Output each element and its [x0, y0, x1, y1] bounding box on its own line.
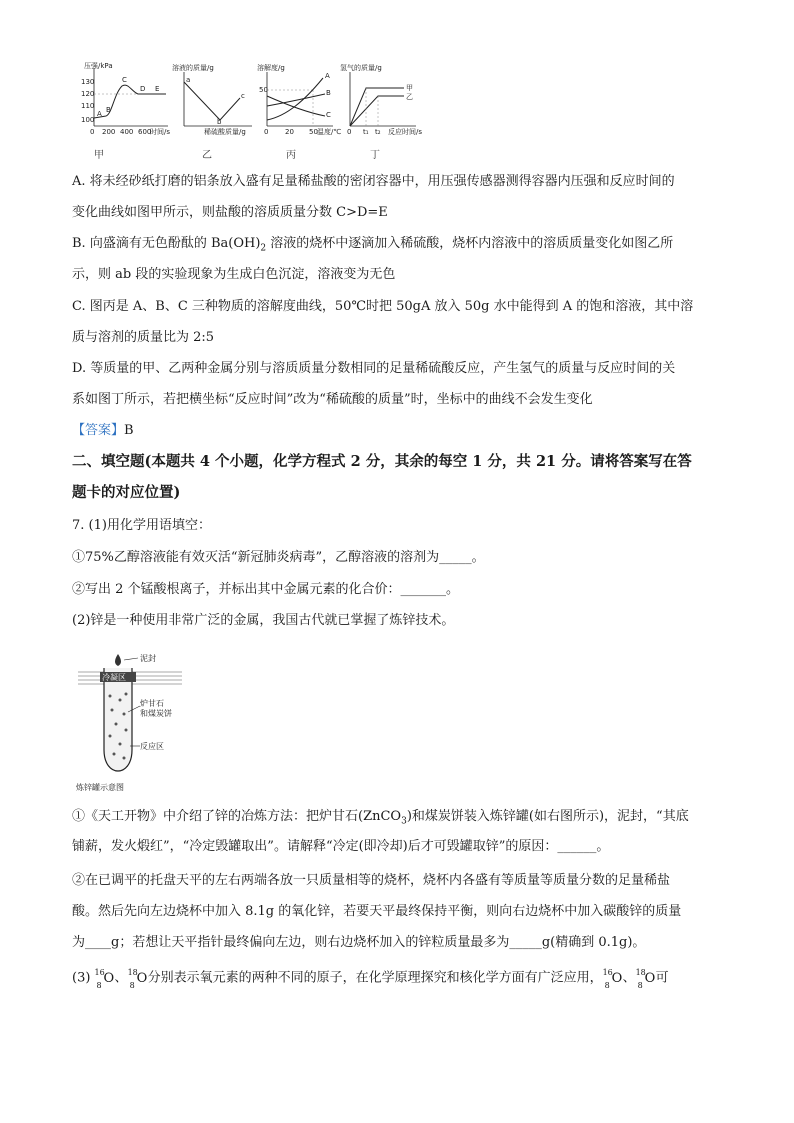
graph-ding: [338, 60, 423, 140]
q7-sub2: ②写出 2 个锰酸根离子，并标出其中金属元素的化合价：_______。: [72, 582, 460, 597]
svg-text:600: 600: [138, 128, 152, 136]
graph-caption-yi: 乙: [202, 150, 212, 161]
svg-text:反应时间/s: 反应时间/s: [388, 128, 423, 136]
option-a-line1: A. 将未经砂纸打磨的铝条放入盛有足量稀盐酸的密闭容器中，用压强传感器测得容器内压强和反应时间的: [72, 174, 675, 189]
graph-caption-ding: 丁: [370, 150, 380, 161]
svg-text:D: D: [140, 85, 146, 93]
option-d-line2: 系如图丁所示，若把横坐标“反应时间”改为“稀硫酸的质量”时，坐标中的曲线不会发生变化: [72, 392, 593, 407]
isotope-o18: 18 8 O: [127, 968, 148, 990]
svg-text:C: C: [122, 76, 127, 84]
q7-sub1: ①75%乙醇溶液能有效灭活“新冠肺炎病毒”，乙醇溶液的溶剂为_____。: [72, 550, 485, 565]
graph-bing: [255, 60, 342, 140]
svg-text:t₁: t₁: [363, 128, 369, 136]
svg-text:50: 50: [259, 86, 268, 94]
svg-text:0: 0: [264, 128, 269, 136]
isotope-o16: 16 8 O: [94, 968, 115, 990]
answer-value: B: [124, 423, 134, 438]
svg-text:溶液的质量/g: 溶液的质量/g: [172, 64, 214, 72]
option-b-line2: 示，则 ab 段的实验现象为生成白色沉淀，溶液变为无色: [72, 267, 396, 282]
isotope-o16-b: 16 8 O: [602, 968, 623, 990]
svg-text:A: A: [97, 110, 102, 118]
option-c-line2: 质与溶剂的质量比为 2:5: [72, 330, 215, 345]
figure-label-ore: 炉甘石: [140, 699, 164, 708]
svg-text:E: E: [155, 85, 160, 93]
figure-label-reaction: 反应区: [140, 742, 164, 751]
svg-text:50: 50: [309, 128, 318, 136]
q7-part2-line5: 为____g；若想让天平指针最终偏向左边，则右边烧杯加入的锌粒质量最多为_____g(精确到 0.1g)。: [72, 935, 646, 950]
svg-text:A: A: [325, 72, 330, 80]
svg-text:b: b: [217, 118, 222, 126]
figure-caption: 炼锌罐示意图: [76, 783, 124, 792]
section-heading-line2: 题卡的对应位置): [72, 484, 181, 501]
q7-part2-line2: 铺薪，发火煅红”，“冷定毁罐取出”。请解释“冷定(即冷却)后才可毁罐取锌”的原因：______。: [72, 839, 610, 854]
q7-part2-line3: ②在已调平的托盘天平的左右两端各放一只质量相等的烧杯，烧杯内各盛有等质量等质量分数的足量稀盐: [72, 873, 671, 888]
svg-text:甲: 甲: [406, 84, 413, 92]
graphs-row: [80, 60, 423, 161]
svg-text:100: 100: [81, 116, 95, 124]
svg-text:C: C: [326, 111, 331, 119]
svg-text:稀硫酸质量/g: 稀硫酸质量/g: [204, 128, 246, 136]
svg-text:120: 120: [81, 90, 95, 98]
q7-intro: 7. (1)用化学用语填空：: [72, 518, 211, 533]
zinc-furnace-figure: [74, 650, 184, 795]
svg-text:c: c: [241, 92, 245, 100]
svg-text:110: 110: [81, 102, 95, 110]
svg-text:温度/℃: 温度/℃: [317, 128, 342, 136]
q7-part2: (2)锌是一种使用非常广泛的金属，我国古代就已掌握了炼锌技术。: [72, 613, 455, 628]
svg-text:400: 400: [120, 128, 134, 136]
answer-tag: 【答案】: [72, 423, 125, 438]
graph-jia-ylabel: 压强/kPa: [84, 62, 113, 70]
svg-text:B: B: [326, 89, 331, 97]
option-a-line2: 变化曲线如图甲所示，则盐酸的溶质质量分数 C>D=E: [72, 205, 388, 220]
svg-text:20: 20: [285, 128, 294, 136]
figure-label-condense: 冷凝区: [102, 673, 126, 682]
svg-text:a: a: [186, 76, 191, 84]
figure-label-seal: 泥封: [140, 654, 156, 663]
svg-text:130: 130: [81, 78, 95, 86]
option-d-line1: D. 等质量的甲、乙两种金属分别与溶质质量分数相同的足量稀硫酸反应，产生氢气的质量与反应时间的关: [72, 361, 676, 376]
option-c-line1: C. 图丙是 A、B、C 三种物质的溶解度曲线，50℃时把 50gA 放入 50g 水中能得到 A 的饱和溶液，其中溶: [72, 299, 694, 314]
answer-line: [72, 421, 732, 441]
section-heading-line1: 二、填空题(本题共 4 个小题，化学方程式 2 分，其余的每空 1 分，共 21 分。请将答案写在答: [72, 453, 692, 470]
svg-text:200: 200: [102, 128, 116, 136]
svg-text:0: 0: [347, 128, 352, 136]
figure-label-coal: 和煤炭饼: [140, 709, 172, 718]
q7-part2-line4: 酸。然后先向左边烧杯中加入 8.1g 的氧化锌，若要天平最终保持平衡，则向右边烧杯中加入碳酸锌的质量: [72, 904, 682, 919]
svg-text:时间/s: 时间/s: [150, 128, 171, 136]
svg-text:t₂: t₂: [375, 128, 381, 136]
svg-text:氢气的质量/g: 氢气的质量/g: [340, 64, 382, 72]
svg-text:B: B: [106, 106, 111, 114]
option-b-line1: B. 向盛滴有无色酚酞的 $Ba(OH)_2$ 溶液的烧杯中逐滴加入稀硫酸，烧杯内溶液中的溶质质量变化如图乙所: [72, 236, 674, 254]
svg-text:0: 0: [90, 128, 95, 136]
isotope-o18-b: 18 8 O: [635, 968, 656, 990]
svg-text:溶解度/g: 溶解度/g: [257, 64, 285, 72]
q7-part2-line1: ①《天工开物》中介绍了锌的冶炼方法：把炉甘石(ZnCO$_3$)和煤炭饼装入炼锌罐(如右图所示)，泥封，“其底: [72, 809, 689, 827]
q7-part3-line1: (3) 16 8 O 、 18 8 O 分别表示氧元素的两种不同的原子，在化学原理探究和核化学方面有广泛应用， 16 8 O 、 18 8 O 可: [72, 968, 669, 990]
graph-jia: [80, 60, 170, 140]
svg-text:乙: 乙: [406, 93, 413, 101]
graph-yi: [170, 60, 255, 140]
graph-caption-bing: 丙: [286, 150, 296, 161]
graph-caption-jia: 甲: [94, 150, 104, 161]
